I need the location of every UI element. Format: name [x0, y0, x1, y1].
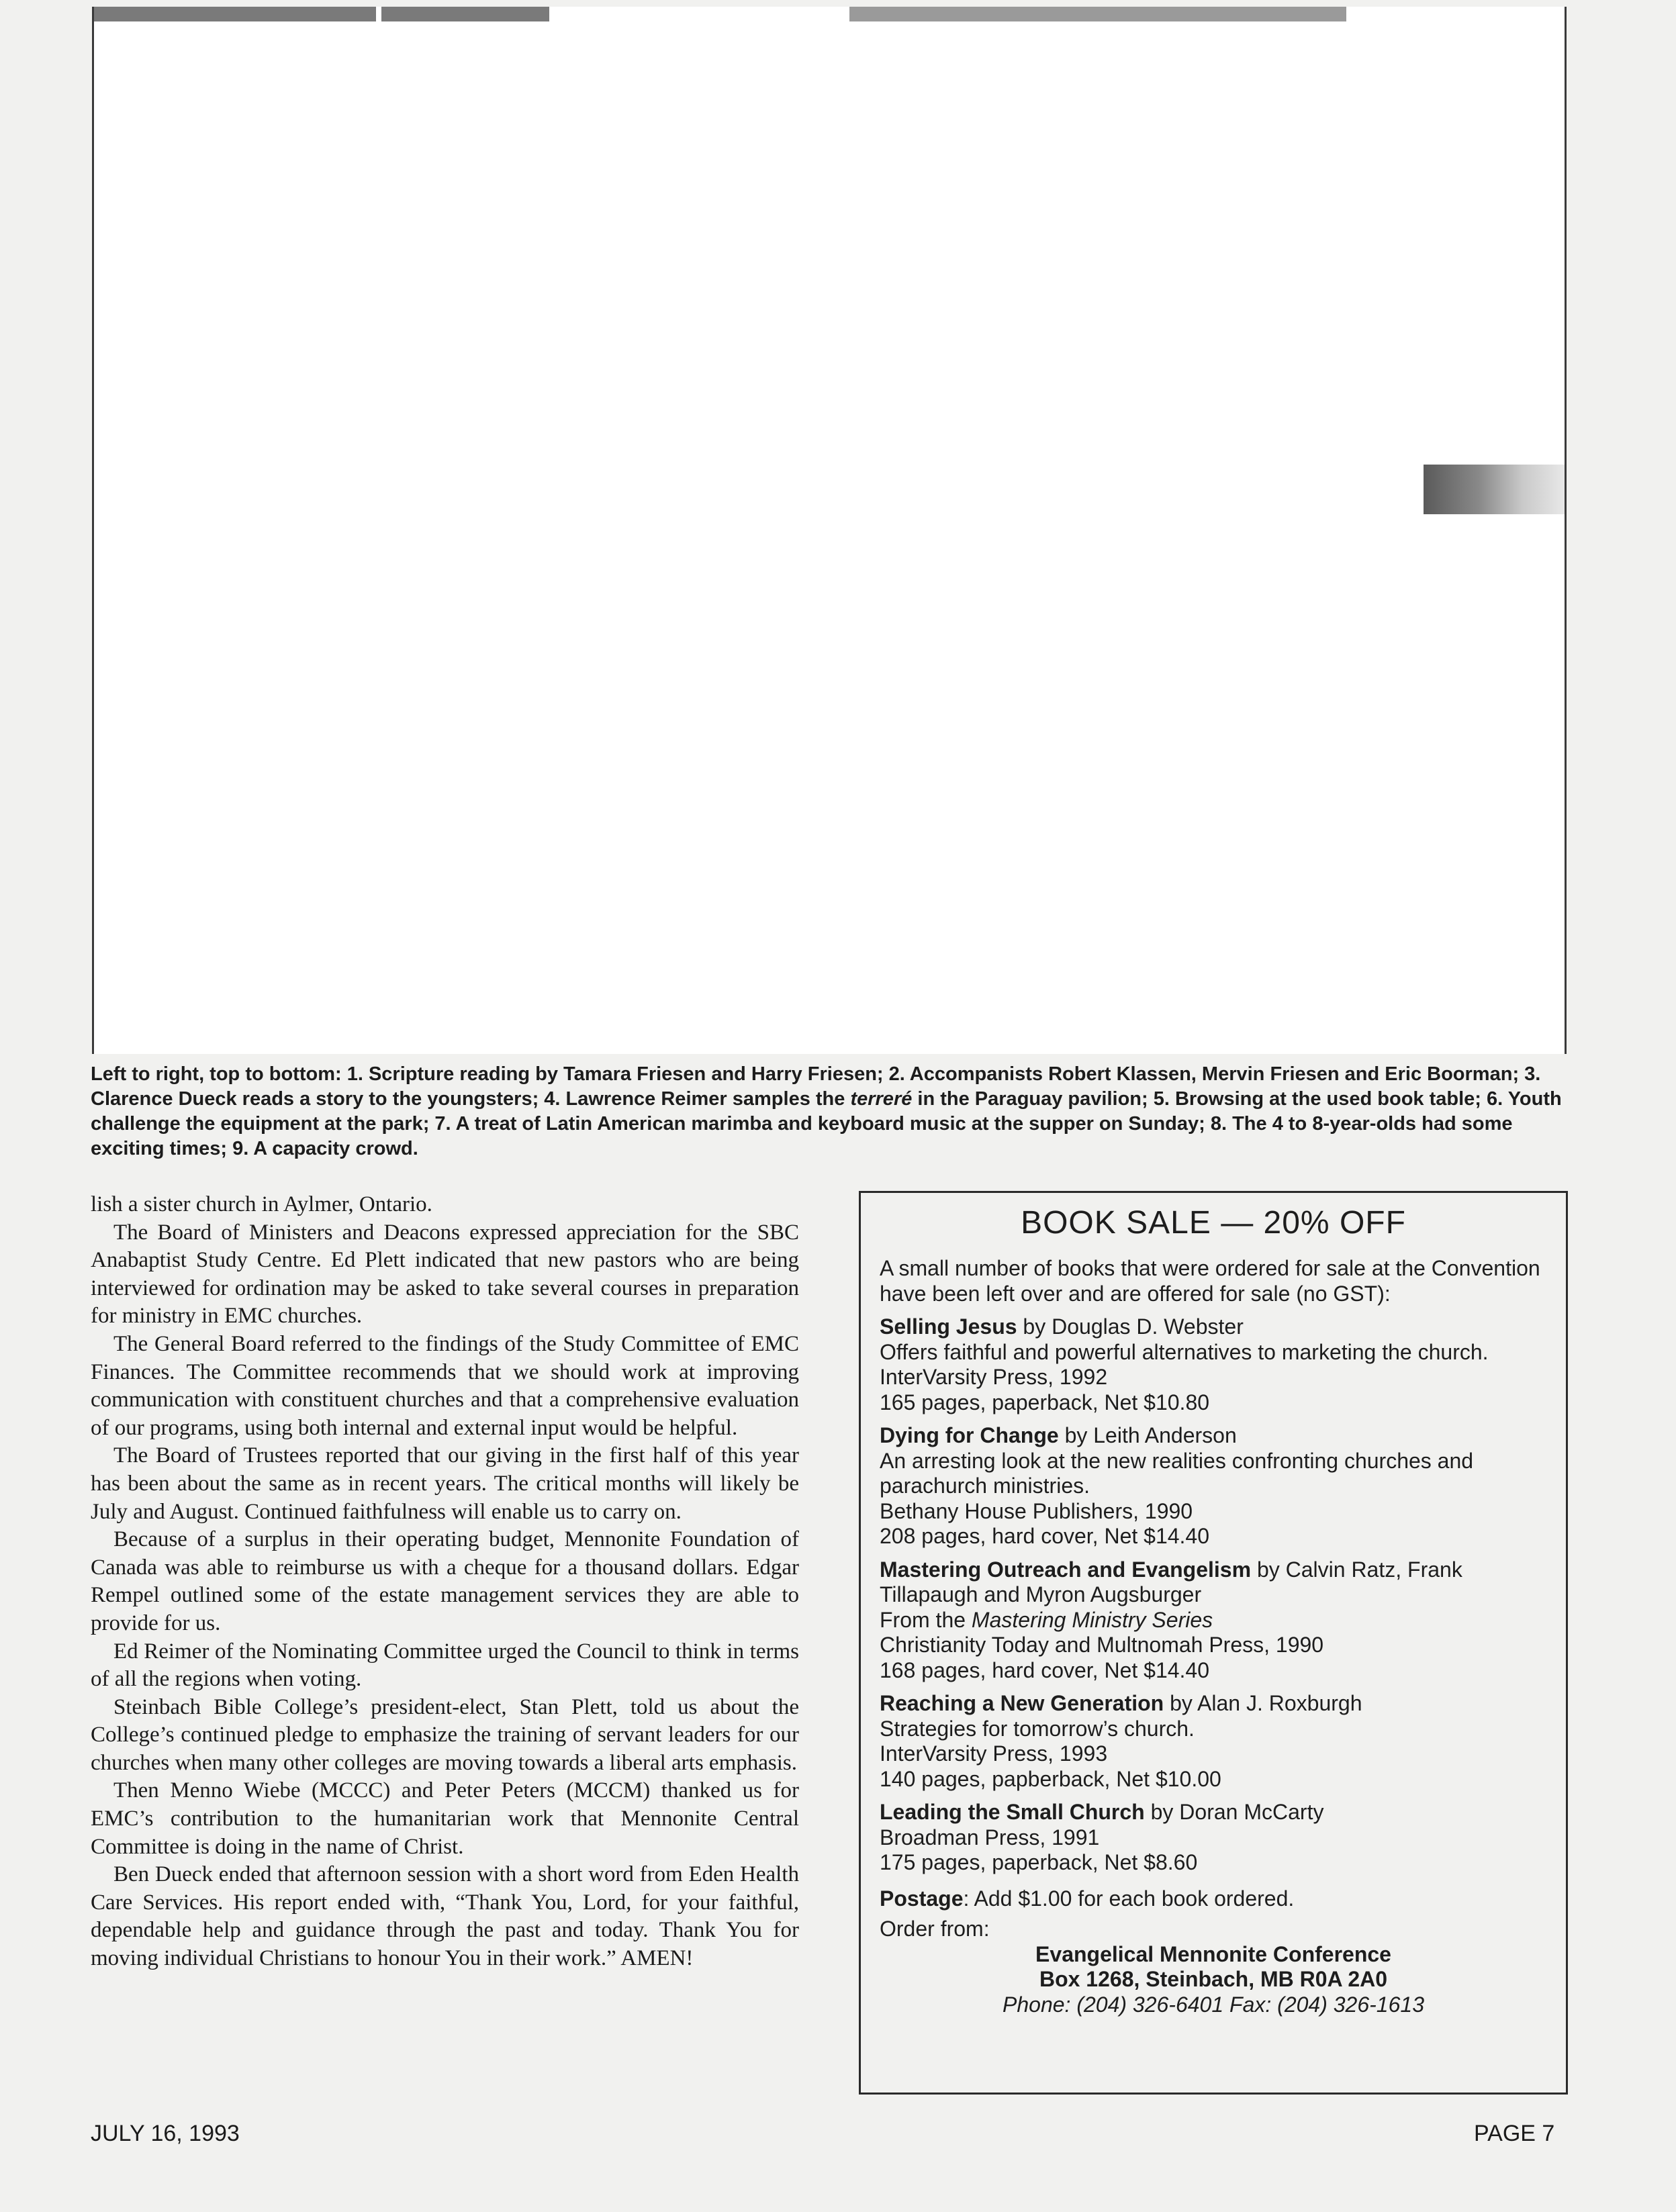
book-publisher: Bethany House Publishers, 1990	[880, 1498, 1193, 1523]
book-details: 140 pages, papberback, Net $10.00	[880, 1766, 1221, 1791]
org-name: Evangelical Mennonite Conference	[1035, 1941, 1391, 1966]
book-description	[880, 1608, 1547, 1633]
book-title: Leading the Small Church	[880, 1800, 1145, 1824]
book-entry	[880, 1314, 1547, 1415]
book-author: by Leith Anderson	[1058, 1423, 1237, 1447]
issue-date: JULY 16, 1993	[91, 2121, 240, 2146]
order-from-label: Order from:	[880, 1917, 990, 1941]
book-title: Mastering Outreach and Evangelism	[880, 1557, 1252, 1582]
photo-caption	[91, 1062, 1568, 1161]
org-address: Box 1268, Steinbach, MB R0A 2A0	[1039, 1967, 1388, 1991]
book-publisher: InterVarsity Press, 1992	[880, 1365, 1108, 1389]
photo-edge-strip	[849, 7, 1346, 21]
book-entry	[880, 1800, 1547, 1876]
article-paragraph: Because of a surplus in their operating budget, Mennonite Foundation of Canada was able to reimburse us with a cheque for a thousand dollars. Edgar Rempel outlined some of the estate management services they are able to provide for us.	[91, 1527, 799, 1635]
book-entry	[880, 1691, 1547, 1792]
book-author: by Calvin Ratz, Frank Tillapaugh and Myron Augsburger	[880, 1557, 1462, 1606]
book-description: Offers faithful and powerful alternatives to marketing the church.	[880, 1339, 1489, 1364]
book-title: Selling Jesus	[880, 1314, 1017, 1339]
article-paragraph: Ed Reimer of the Nominating Committee urged the Council to think in terms of all the regions when voting.	[91, 1639, 799, 1692]
book-sale-box	[859, 1191, 1568, 2095]
book-title: Dying for Change	[880, 1423, 1059, 1447]
photo-fragment	[1424, 465, 1565, 514]
book-description-prefix: From the	[880, 1607, 972, 1632]
book-description: Strategies for tomorrow’s church.	[880, 1716, 1195, 1741]
book-publisher: InterVarsity Press, 1993	[880, 1741, 1108, 1766]
article-paragraph: Ben Dueck ended that afternoon session with a short word from Eden Health Care Services. His report ended with, “Thank You, Lord, for your faithful, dependable help and guidance through the past and today. Thank You for moving individual Christians to honour You in their work.” AMEN!	[91, 1862, 799, 1971]
book-details: 168 pages, hard cover, Net $14.40	[880, 1657, 1210, 1682]
book-entry	[880, 1423, 1547, 1549]
contact-phone: Phone: (204) 326-6401 Fax: (204) 326-1613	[1003, 1992, 1424, 2017]
caption-text: in the Paraguay pavilion; 5. Browsing at the used book table; 6. Youth challenge the equipment at the park; 7. A treat of Latin American marimba and keyboard music at the supper on Sunday; 8. The 4 to 8-year-olds had some exciting times; 9. A capacity crowd.	[91, 1088, 1562, 1159]
book-sale-intro: A small number of books that were ordered for sale at the Convention have been left over and are offered for sale (no GST):	[880, 1256, 1540, 1306]
book-publisher: Christianity Today and Multnomah Press, 1990	[880, 1633, 1324, 1657]
photo-edge-strip	[94, 7, 376, 21]
article-paragraph: The General Board referred to the findings of the Study Committee of EMC Finances. The Committee recommends that we should work at improving communication with constituent churches and that a comprehensive evaluation of our programs, using both internal and external input would be helpful.	[91, 1331, 799, 1440]
book-description: An arresting look at the new realities confronting churches and parachurch ministries.	[880, 1448, 1474, 1498]
caption-text: Left to right, top to bottom: 1. Scripture reading by Tamara Friesen and Harry Friesen; 2. Accompanists Robert Klassen, Mervin Friesen and Eric Boorman; 3. Clarence Dueck reads a story to the youngsters; 4. Lawrence Reimer samples the	[91, 1063, 1541, 1110]
caption-italic-term: terreré	[850, 1088, 913, 1110]
postage-label: Postage	[880, 1886, 964, 1911]
article-paragraph: lish a sister church in Aylmer, Ontario.	[91, 1192, 432, 1216]
book-details: 208 pages, hard cover, Net $14.40	[880, 1524, 1210, 1548]
article-paragraph: Steinbach Bible College’s president-elect, Stan Plett, told us about the College’s continued pledge to emphasize the training of servant leaders for our churches when many other colleges are moving towards a liberal arts emphasis.	[91, 1694, 799, 1775]
book-author: by Douglas D. Webster	[1017, 1314, 1244, 1339]
book-series-name: Mastering Ministry Series	[971, 1607, 1213, 1632]
book-sale-heading: BOOK SALE — 20% OFF	[1021, 1205, 1406, 1241]
book-details: 175 pages, paperback, Net $8.60	[880, 1850, 1198, 1874]
article-paragraph: Then Menno Wiebe (MCCC) and Peter Peters (MCCM) thanked us for EMC’s contribution to the humanitarian work that Mennonite Central Committee is doing in the name of Christ.	[91, 1778, 799, 1859]
postage-text: : Add $1.00 for each book ordered.	[963, 1886, 1295, 1911]
article-paragraph: The Board of Trustees reported that our giving in the first half of this year has been about the same as in recent years. The critical months will likely be July and August. Continued faithfulness will enable us to carry on.	[91, 1443, 799, 1524]
photo-collage	[92, 7, 1567, 1054]
page-number: PAGE 7	[1474, 2121, 1555, 2146]
book-title: Reaching a New Generation	[880, 1691, 1164, 1715]
book-author: by Doran McCarty	[1144, 1800, 1324, 1824]
photo-edge-strip	[381, 7, 549, 21]
book-publisher: Broadman Press, 1991	[880, 1825, 1100, 1849]
article-column	[91, 1191, 799, 1973]
book-entry	[880, 1557, 1547, 1684]
book-author: by Alan J. Roxburgh	[1164, 1691, 1362, 1715]
article-paragraph: The Board of Ministers and Deacons expressed appreciation for the SBC Anabaptist Study Centre. Ed Plett indicated that new pastors who are being interviewed for ordination may be asked to take several courses in preparation for ministry in EMC churches.	[91, 1220, 799, 1329]
book-details: 165 pages, paperback, Net $10.80	[880, 1390, 1210, 1414]
postage-note	[880, 1886, 1547, 1912]
